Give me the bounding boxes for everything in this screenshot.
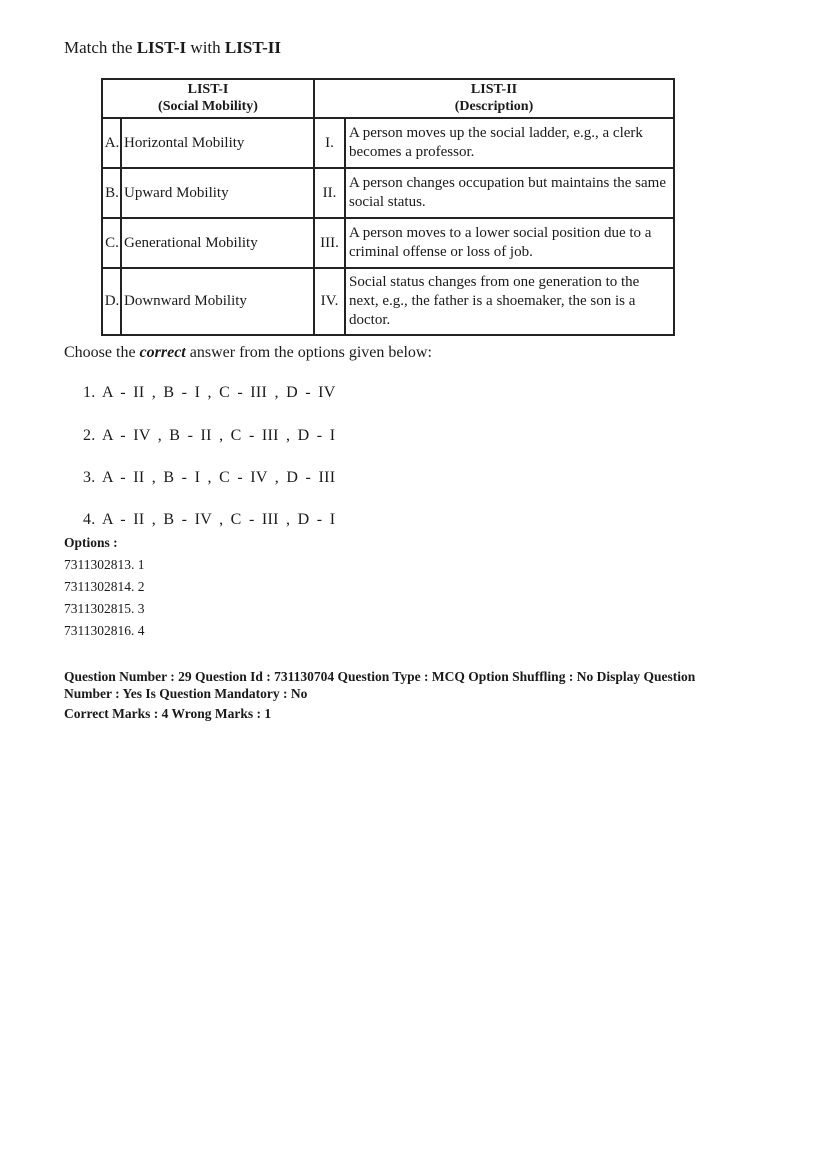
answer-choice-3: 3. A - II , B - I , C - IV , D - III	[83, 469, 336, 486]
header-list1-title: LIST-I	[187, 82, 229, 97]
row-label: B.	[102, 168, 121, 218]
table-row	[102, 118, 674, 168]
option-id-4: 7311302816. 4	[64, 623, 145, 638]
answer-choice-2: 2. A - IV , B - II , C - III , D - I	[83, 427, 336, 444]
header-list2-sub: (Description)	[454, 99, 534, 114]
answer-choice-4: 4. A - II , B - IV , C - III , D - I	[83, 511, 336, 528]
header-list1-sub: (Social Mobility)	[158, 99, 258, 114]
option-id-3: 7311302815. 3	[64, 601, 145, 616]
options-label: Options :	[64, 535, 118, 550]
header-list2-title: LIST-II	[470, 82, 518, 97]
header-list1	[102, 79, 314, 118]
row-label: A.	[102, 118, 121, 168]
row-label: D.	[102, 268, 121, 335]
answer-choice-1: 1. A - II , B - I , C - III , D - IV	[83, 384, 336, 401]
table-row	[102, 218, 674, 268]
row-number: II.	[314, 168, 345, 218]
choose-after: answer from the options given below:	[185, 344, 432, 361]
question-marks: Correct Marks : 4 Wrong Marks : 1	[64, 706, 272, 721]
row-description: A person moves up the social ladder, e.g., a clerk becomes a professor.	[345, 118, 674, 168]
choose-before: Choose the	[64, 344, 140, 361]
row-item: Upward Mobility	[121, 168, 314, 218]
table-row	[102, 168, 674, 218]
row-number: III.	[314, 218, 345, 268]
row-description: A person changes occupation but maintains the same social status.	[345, 168, 674, 218]
heading-with: with	[186, 38, 225, 57]
heading-prefix: Match the	[64, 38, 137, 57]
table-header-row	[102, 79, 674, 118]
row-item: Downward Mobility	[121, 268, 314, 335]
option-id-2: 7311302814. 2	[64, 579, 145, 594]
row-description: A person moves to a lower social position due to a criminal offense or loss of job.	[345, 218, 674, 268]
row-label: C.	[102, 218, 121, 268]
table-row	[102, 268, 674, 335]
row-number: IV.	[314, 268, 345, 335]
match-table	[101, 78, 675, 336]
question-meta-line2: Number : Yes Is Question Mandatory : No	[64, 686, 308, 701]
header-list2	[314, 79, 674, 118]
question-heading	[64, 38, 281, 58]
row-description: Social status changes from one generation to the next, e.g., the father is a shoemaker, the son is a doctor.	[345, 268, 674, 335]
heading-list1: LIST-I	[136, 38, 187, 57]
row-item: Generational Mobility	[121, 218, 314, 268]
question-meta-line1: Question Number : 29 Question Id : 731130704 Question Type : MCQ Option Shuffling : No Display Question	[64, 669, 696, 684]
row-number: I.	[314, 118, 345, 168]
row-item: Horizontal Mobility	[121, 118, 314, 168]
option-id-1: 7311302813. 1	[64, 557, 145, 572]
choose-instruction	[64, 344, 432, 362]
choose-emphasis: correct	[139, 344, 186, 361]
heading-list2: LIST-II	[224, 38, 281, 57]
